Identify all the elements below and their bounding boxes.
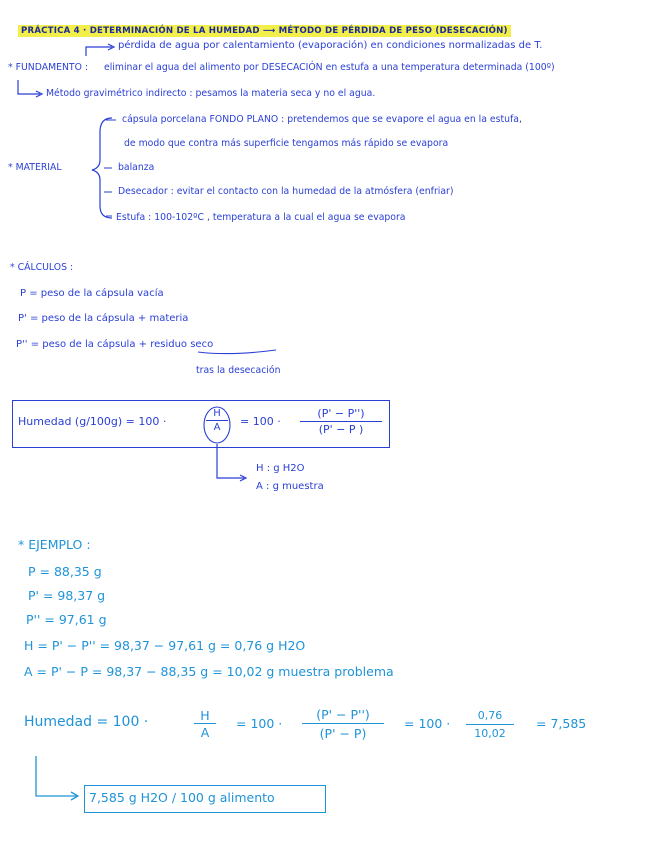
ejemplo-line: H = P' − P'' = 98,37 − 97,61 g = 0,76 g H2O (24, 638, 306, 653)
residuo-note: tras la desecación (196, 365, 281, 376)
calculos-line: P'' = peso de la cápsula + residuo seco (16, 339, 214, 350)
material-item: balanza (118, 162, 155, 173)
ejemplo-line: P'' = 97,61 g (26, 612, 107, 627)
ejemplo-num-value: 0,76 (466, 708, 514, 725)
calculos-label: * CÁLCULOS : (10, 262, 74, 273)
formula-lhs: Humedad (g/100g) = 100 · (18, 415, 167, 428)
ejemplo-eq2: = 100 · (404, 716, 451, 731)
legend-a: A : g muestra (256, 481, 324, 492)
ejemplo-result: = 7,585 (536, 716, 587, 731)
arrow-icon (217, 444, 244, 478)
arrow-icon (86, 47, 112, 56)
ejemplo-fraction-p (302, 706, 384, 743)
arrow-icon (18, 80, 40, 94)
ejemplo-a: A (200, 725, 210, 740)
arrow-head-icon (240, 475, 246, 481)
fundamento-method: Método gravimétrico indirecto : pesamos la materia seca y no el agua. (46, 88, 376, 99)
formula-a: A (213, 422, 221, 433)
ejemplo-line: A = P' − P = 98,37 − 88,35 g = 10,02 g muestra problema (24, 664, 394, 679)
ejemplo-formula-lhs: Humedad = 100 · (24, 714, 149, 730)
page-title (18, 18, 511, 37)
material-label: * MATERIAL (8, 162, 62, 173)
legend-h: H : g H2O (256, 463, 305, 474)
ejemplo-fraction-ha (194, 708, 216, 741)
formula-fraction (300, 406, 382, 438)
arrow-icon (36, 756, 76, 796)
ejemplo-label: * EJEMPLO : (18, 537, 91, 552)
fundamento-text: eliminar el agua del alimento por DESECACIÓN en estufa a una temperatura determinada (100º) (104, 62, 555, 73)
formula-h: H (206, 407, 228, 421)
material-item: de modo que contra más superficie tengamos más rápido se evapora (124, 138, 449, 149)
material-item: Estufa : 100-102ºC , temperatura a la cual el agua se evapora (116, 212, 406, 223)
ejemplo-numerator: (P' − P'') (302, 706, 384, 724)
arrow-head-icon (36, 91, 42, 97)
ejemplo-line: P = 88,35 g (28, 564, 102, 579)
formula-eq: = 100 · (240, 415, 281, 428)
brace-icon (92, 118, 112, 218)
final-result: 7,585 g H2O / 100 g alimento (89, 790, 275, 805)
formula-fraction-ha (206, 407, 228, 435)
calculos-line: P = peso de la cápsula vacía (20, 288, 164, 299)
formula-denominator: (P' − P ) (318, 423, 364, 436)
title-highlight: PRÁCTICA 4 · DETERMINACIÓN DE LA HUMEDAD ⟶ MÉTODO DE PÉRDIDA DE PESO (DESECACIÓN) (18, 25, 511, 37)
ejemplo-den-value: 10,02 (474, 727, 506, 740)
fundamento-arrow-note: pérdida de agua por calentamiento (evaporación) en condiciones normalizadas de T. (118, 40, 543, 51)
arrow-head-icon (71, 792, 78, 800)
formula-numerator: (P' − P'') (300, 406, 382, 422)
material-item: cápsula porcelana FONDO PLANO : pretendemos que se evapore el agua en la estufa, (122, 114, 522, 125)
fundamento-label: * FUNDAMENTO : (8, 62, 88, 73)
ejemplo-eq1: = 100 · (236, 716, 283, 731)
ejemplo-h: H (194, 708, 216, 724)
ejemplo-line: P' = 98,37 g (28, 588, 106, 603)
dash-icon (104, 120, 116, 216)
underline-icon (198, 350, 276, 354)
calculos-line: P' = peso de la cápsula + materia (18, 313, 189, 324)
ejemplo-denominator: (P' − P) (319, 726, 367, 741)
arrow-head-icon (108, 44, 114, 50)
ejemplo-fraction-values (466, 708, 514, 743)
material-item: Desecador : evitar el contacto con la humedad de la atmósfera (enfriar) (118, 186, 454, 197)
